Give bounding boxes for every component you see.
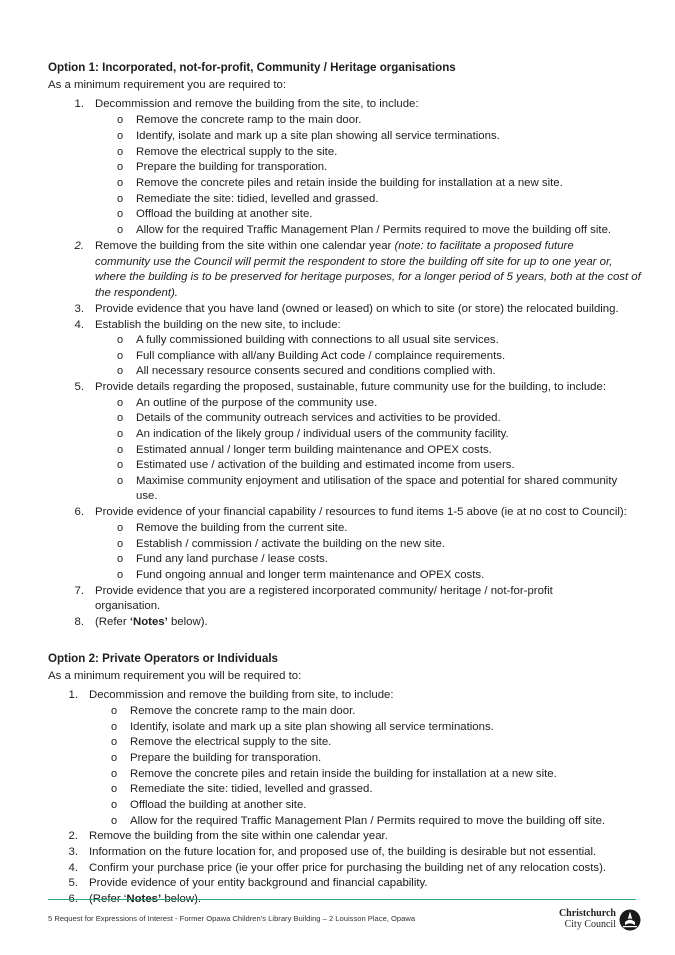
sub-list-item: Establish / commission / activate the building on the new site. xyxy=(136,538,445,550)
option2-heading: Option 2: Private Operators or Individuals xyxy=(48,652,278,665)
bullet-icon: o xyxy=(110,721,118,733)
cathedral-logo-icon xyxy=(619,909,641,931)
bullet-icon: o xyxy=(116,193,124,205)
bullet-icon: o xyxy=(116,428,124,440)
bullet-icon: o xyxy=(110,815,118,827)
list-number: 2. xyxy=(74,240,84,252)
sub-list-item: Remove the concrete piles and retain inside the building for installation at a new site. xyxy=(136,177,563,189)
list-number: 3. xyxy=(68,846,78,858)
bullet-icon: o xyxy=(110,783,118,795)
sub-list-item: A fully commissioned building with connections to all usual site services. xyxy=(136,334,499,346)
sub-list-item: Remove the concrete ramp to the main door. xyxy=(136,114,362,126)
list-number: 4. xyxy=(68,862,78,874)
list-item: Provide details regarding the proposed, sustainable, future community use for the building, to include: xyxy=(95,381,606,393)
list-item-text: below). xyxy=(161,893,202,905)
sub-list-item: Remediate the site: tidied, levelled and grassed. xyxy=(130,783,373,795)
notes-reference: ‘Notes’ xyxy=(129,616,168,628)
sub-list-item: An outline of the purpose of the community use. xyxy=(136,397,378,409)
bullet-icon: o xyxy=(116,569,124,581)
sub-list-item: Allow for the required Traffic Management Plan / Permits required to move the building off site. xyxy=(130,815,606,827)
bullet-icon: o xyxy=(110,799,118,811)
sub-list-item: Prepare the building for transporation. xyxy=(130,752,322,764)
bullet-icon: o xyxy=(116,161,124,173)
logo-text-line1: Christchurch xyxy=(558,908,616,919)
footer-divider xyxy=(48,899,636,900)
option1-heading: Option 1: Incorporated, not-for-profit, Community / Heritage organisations xyxy=(48,61,456,74)
list-item-text: Remove the building from the site within one calendar year xyxy=(95,240,395,252)
bullet-icon: o xyxy=(116,177,124,189)
sub-list-item: Allow for the required Traffic Management Plan / Permits required to move the building off site. xyxy=(136,224,612,236)
sub-list-item: Identify, isolate and mark up a site plan showing all service terminations. xyxy=(130,721,494,733)
list-number: 7. xyxy=(74,585,84,597)
logo-text-line2: City Council xyxy=(564,919,616,930)
footer-text: 5 Request for Expressions of Interest - Former Opawa Children’s Library Building – 2 Louisson Place, Opawa xyxy=(48,914,416,923)
list-number: 4. xyxy=(74,319,84,331)
sub-list-item: Remove the electrical supply to the site. xyxy=(136,146,338,158)
list-item: Provide evidence of your entity background and financial capability. xyxy=(89,877,428,889)
sub-list-item: Prepare the building for transporation. xyxy=(136,161,328,173)
list-item-text: (Refer xyxy=(95,616,130,628)
list-item-note: where the building is to be preserved for heritage purposes, for a longer period of 5 years, both at the cost of xyxy=(95,271,641,283)
sub-list-item: Remove the electrical supply to the site. xyxy=(130,736,332,748)
list-item: Confirm your purchase price (ie your offer price for purchasing the building net of any relocation costs). xyxy=(89,862,607,874)
list-item-text: (Refer ‘ xyxy=(89,893,127,905)
list-item: Remove the building from the site within one calendar year. xyxy=(89,830,388,842)
sub-list-item: Fund ongoing annual and longer term maintenance and OPEX costs. xyxy=(136,569,485,581)
list-number: 8. xyxy=(74,616,84,628)
list-number: 1. xyxy=(74,98,84,110)
bullet-icon: o xyxy=(116,334,124,346)
bullet-icon: o xyxy=(116,114,124,126)
sub-list-item: Offload the building at another site. xyxy=(130,799,307,811)
list-item: Establish the building on the new site, to include: xyxy=(95,319,341,331)
list-item-text: below). xyxy=(167,616,208,628)
bullet-icon: o xyxy=(116,208,124,220)
list-item-note: community use the Council will permit the respondent to store the building off site for up to one year or, xyxy=(95,256,613,268)
bullet-icon: o xyxy=(116,397,124,409)
bullet-icon: o xyxy=(116,553,124,565)
bullet-icon: o xyxy=(116,224,124,236)
sub-list-item: Remediate the site: tidied, levelled and grassed. xyxy=(136,193,379,205)
list-item: Provide evidence of your financial capability / resources to fund items 1-5 above (ie at no cost to Council): xyxy=(95,506,627,518)
option2-intro: As a minimum requirement you will be required to: xyxy=(48,670,302,682)
list-number: 6. xyxy=(74,506,84,518)
notes-reference: Notes’ xyxy=(126,893,162,905)
bullet-icon: o xyxy=(116,350,124,362)
sub-list-item: Details of the community outreach services and activities to be provided. xyxy=(136,412,501,424)
list-item: Information on the future location for, and proposed use of, the building is desirable but not essential. xyxy=(89,846,597,858)
bullet-icon: o xyxy=(116,522,124,534)
sub-list-item: Identify, isolate and mark up a site plan showing all service terminations. xyxy=(136,130,500,142)
bullet-icon: o xyxy=(116,459,124,471)
bullet-icon: o xyxy=(110,752,118,764)
list-item-note: the respondent). xyxy=(95,287,178,299)
sub-list-item: Remove the building from the current site. xyxy=(136,522,348,534)
list-item-note: (note: to facilitate a proposed future xyxy=(394,240,574,252)
list-item: Decommission and remove the building from site, to include: xyxy=(89,689,394,701)
bullet-icon: o xyxy=(116,444,124,456)
bullet-icon: o xyxy=(116,412,124,424)
bullet-icon: o xyxy=(116,475,124,487)
bullet-icon: o xyxy=(116,538,124,550)
sub-list-item: Estimated use / activation of the building and estimated income from users. xyxy=(136,459,515,471)
sub-list-item: All necessary resource consents secured and conditions complied with. xyxy=(136,365,496,377)
list-number: 6. xyxy=(68,893,78,905)
sub-list-item: An indication of the likely group / individual users of the community facility. xyxy=(136,428,509,440)
list-item: Provide evidence that you are a registered incorporated community/ heritage / not-for-profit xyxy=(95,585,553,597)
list-item xyxy=(95,615,208,631)
sub-list-item-continuation: use. xyxy=(136,490,158,502)
list-number: 2. xyxy=(68,830,78,842)
sub-list-item: Maximise community enjoyment and utilisation of the space and potential for shared community xyxy=(136,475,618,487)
bullet-icon: o xyxy=(110,705,118,717)
list-item-continuation: organisation. xyxy=(95,600,161,612)
list-number: 3. xyxy=(74,303,84,315)
list-number: 1. xyxy=(68,689,78,701)
sub-list-item: Offload the building at another site. xyxy=(136,208,313,220)
bullet-icon: o xyxy=(116,365,124,377)
list-number: 5. xyxy=(68,877,78,889)
list-item: Decommission and remove the building from the site, to include: xyxy=(95,98,419,110)
sub-list-item: Fund any land purchase / lease costs. xyxy=(136,553,328,565)
sub-list-item: Remove the concrete ramp to the main door. xyxy=(130,705,356,717)
bullet-icon: o xyxy=(110,736,118,748)
bullet-icon: o xyxy=(110,768,118,780)
list-item: Provide evidence that you have land (owned or leased) on which to site (or store) the relocated building. xyxy=(95,303,619,315)
option1-intro: As a minimum requirement you are required to: xyxy=(48,79,287,91)
bullet-icon: o xyxy=(116,146,124,158)
sub-list-item: Estimated annual / longer term building maintenance and OPEX costs. xyxy=(136,444,492,456)
sub-list-item: Full compliance with all/any Building Act code / complaince requirements. xyxy=(136,350,506,362)
sub-list-item: Remove the concrete piles and retain inside the building for installation at a new site. xyxy=(130,768,557,780)
list-item xyxy=(95,239,574,255)
council-logo xyxy=(556,908,641,936)
list-number: 5. xyxy=(74,381,84,393)
bullet-icon: o xyxy=(116,130,124,142)
